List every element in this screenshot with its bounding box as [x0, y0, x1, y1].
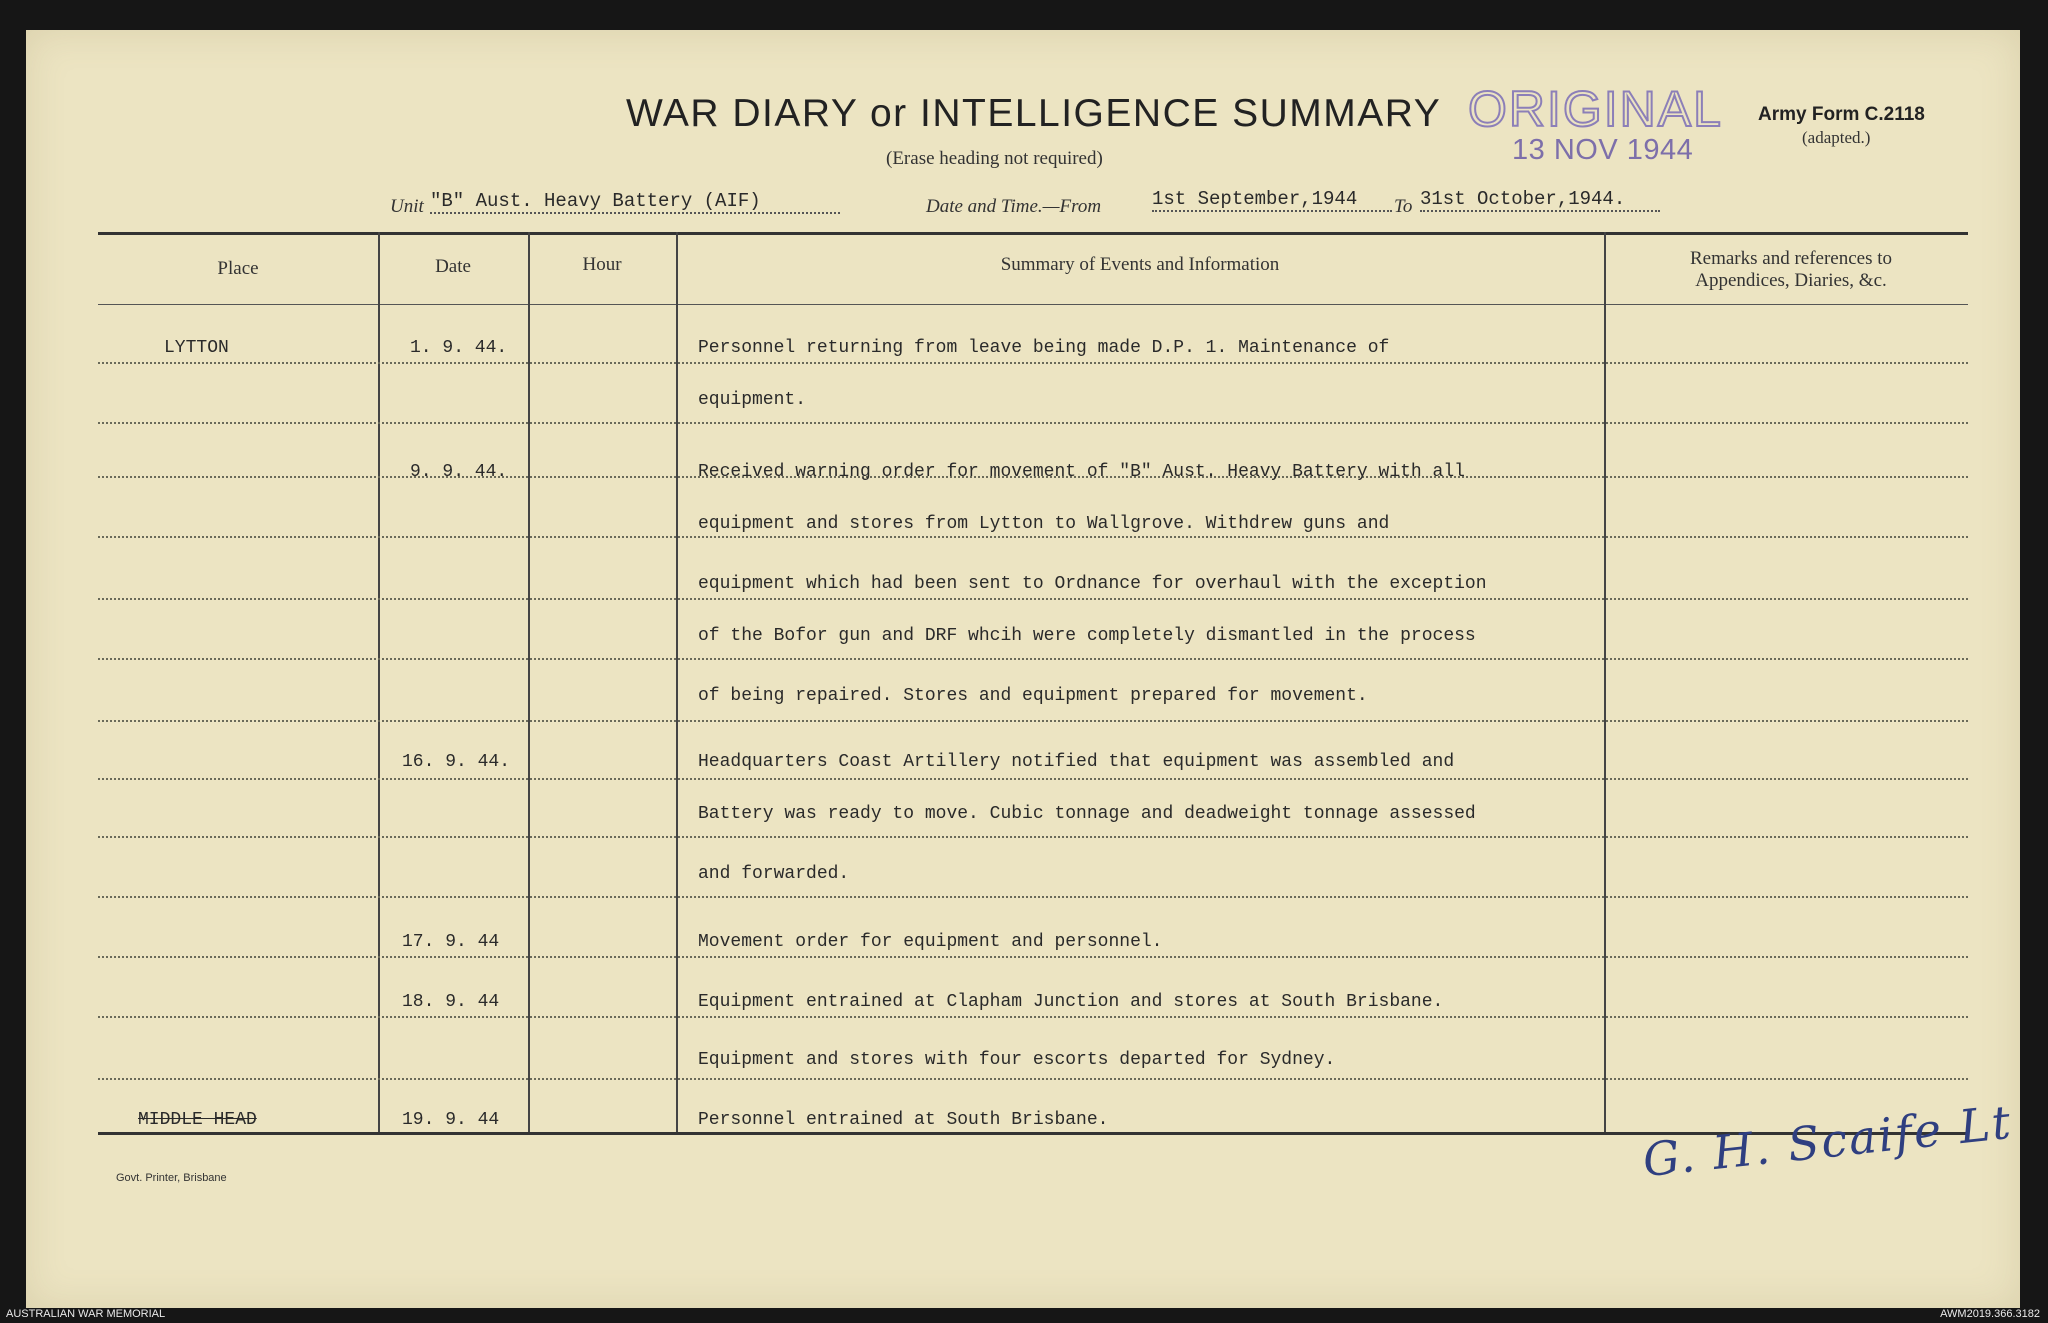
date-to-label: To [1394, 196, 1413, 217]
column-divider [1604, 232, 1606, 1132]
summary-line: Headquarters Coast Artillery notified that equipment was assembled and [698, 752, 1455, 772]
summary-line: Battery was ready to move. Cubic tonnage and deadweight tonnage assessed [698, 804, 1476, 824]
entry-date: 18. 9. 44 [402, 992, 500, 1012]
summary-line: equipment and stores from Lytton to Wallgrove. Withdrew guns and [698, 514, 1390, 534]
entry-date: 17. 9. 44 [402, 932, 500, 952]
document-title: WAR DIARY or INTELLIGENCE SUMMARY [626, 92, 1442, 135]
archive-id: AWM2019.366.3182 [1940, 1308, 2040, 1320]
column-header-date: Date [435, 256, 471, 277]
ruled-line [98, 896, 1968, 898]
entry-date: 1. 9. 44. [410, 338, 508, 358]
ruled-line [98, 598, 1968, 600]
summary-line: Personnel returning from leave being made D.P. 1. Maintenance of [698, 338, 1390, 358]
summary-line: of being repaired. Stores and equipment prepared for movement. [698, 686, 1368, 706]
summary-line: Equipment and stores with four escorts departed for Sydney. [698, 1050, 1336, 1070]
summary-line: Equipment entrained at Clapham Junction and stores at South Brisbane. [698, 992, 1444, 1012]
stamp-date: 13 NOV 1944 [1512, 134, 1694, 166]
summary-line: equipment. [698, 390, 807, 410]
archive-credit: AUSTRALIAN WAR MEMORIAL [6, 1308, 166, 1320]
summary-line: Personnel entrained at South Brisbane. [698, 1110, 1109, 1130]
column-header-summary: Summary of Events and Information [1000, 254, 1280, 275]
ruled-line [98, 836, 1968, 838]
document-subtitle: (Erase heading not required) [886, 148, 1103, 169]
date-from: 1st September,1944 [1152, 188, 1392, 212]
summary-line: equipment which had been sent to Ordnance for overhaul with the exception [698, 574, 1487, 594]
ruled-line [98, 720, 1968, 722]
summary-line: and forwarded. [698, 864, 850, 884]
column-divider [378, 232, 380, 1132]
column-header-hour: Hour [582, 254, 622, 275]
form-adapted-note: (adapted.) [1802, 128, 1871, 147]
original-stamp: ORIGINAL [1468, 81, 1723, 137]
date-to: 31st October,1944. [1420, 188, 1660, 212]
entry-date: 9. 9. 44. [410, 462, 508, 482]
signature-text: G. H. Scaife Lt [1640, 1094, 2015, 1188]
ruled-line [98, 536, 1968, 538]
ruled-line [98, 956, 1968, 958]
summary-line: of the Bofor gun and DRF whcih were completely dismantled in the process [698, 626, 1476, 646]
entry-date: 16. 9. 44. [402, 752, 511, 772]
entry-date: 19. 9. 44 [402, 1110, 500, 1130]
column-header-remarks: Remarks and references to Appendices, Diaries, &c. [1689, 248, 1893, 291]
date-time-label: Date and Time.—From [926, 196, 1102, 217]
ruled-line [98, 778, 1968, 780]
column-divider [676, 232, 678, 1132]
entry-place-struck: MIDDLE HEAD [138, 1110, 257, 1130]
column-header-place: Place [217, 258, 259, 279]
ruled-line [98, 1078, 1968, 1080]
war-diary-sheet [26, 30, 2020, 1308]
ruled-line [98, 1016, 1968, 1018]
ruled-line [98, 658, 1968, 660]
unit-label: Unit [390, 196, 424, 217]
entry-place: LYTTON [164, 338, 229, 358]
column-divider [528, 232, 530, 1132]
handwritten-signature [1640, 1095, 2015, 1187]
summary-line: Received warning order for movement of "B" Aust. Heavy Battery with all [698, 462, 1465, 482]
ruled-line [98, 362, 1968, 364]
unit-value: "B" Aust. Heavy Battery (AIF) [430, 190, 840, 214]
ruled-line [98, 422, 1968, 424]
printer-credit: Govt. Printer, Brisbane [116, 1172, 227, 1184]
form-number: Army Form C.2118 [1758, 104, 1925, 125]
summary-line: Movement order for equipment and personnel. [698, 932, 1163, 952]
